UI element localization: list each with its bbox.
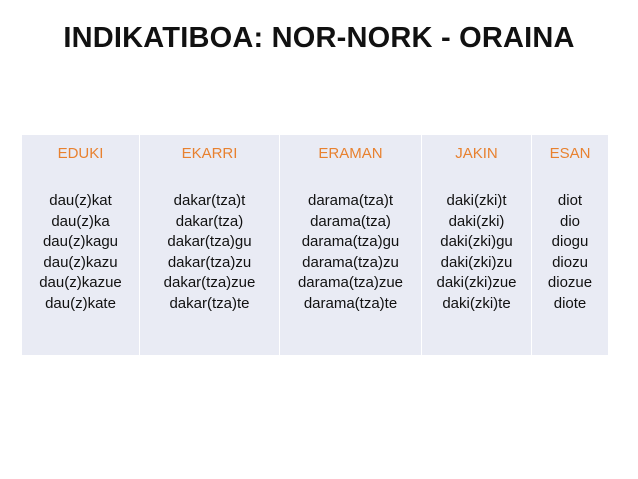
verb-form: dau(z)kazue xyxy=(39,274,122,292)
form-list xyxy=(22,191,139,315)
column-esan xyxy=(532,135,608,355)
verb-form: diogu xyxy=(551,233,589,251)
slide-title: INDIKATIBOA: NOR-NORK - ORAINA xyxy=(63,22,575,54)
form-list xyxy=(140,191,279,315)
verb-form: dakar(tza)t xyxy=(173,192,246,209)
verb-form: dau(z)ka xyxy=(51,212,110,230)
column-eduki xyxy=(22,135,140,355)
column-header: EDUKI xyxy=(57,145,104,162)
verb-form: diot xyxy=(557,192,583,209)
column-header: EKARRI xyxy=(181,145,238,162)
verb-form: dau(z)kat xyxy=(49,192,112,209)
column-header: ESAN xyxy=(549,145,591,162)
verb-form: darama(tza) xyxy=(310,212,391,230)
form-list xyxy=(532,191,608,315)
column-header: ERAMAN xyxy=(318,145,383,162)
verb-form: darama(tza)gu xyxy=(301,233,400,251)
verb-form: dau(z)kagu xyxy=(42,233,119,251)
verb-form: dakar(tza) xyxy=(175,212,244,230)
verb-form: dio xyxy=(559,212,581,230)
column-header: JAKIN xyxy=(455,145,498,162)
verb-form: darama(tza)te xyxy=(303,294,398,312)
verb-form: darama(tza)zue xyxy=(297,274,404,292)
verb-form: daki(zki) xyxy=(448,212,505,230)
form-list xyxy=(422,191,531,315)
verb-form: diozue xyxy=(547,274,593,292)
verb-form: daki(zki)zue xyxy=(436,274,517,292)
column-eraman xyxy=(280,135,422,355)
verb-form: daki(zki)zu xyxy=(440,253,513,271)
verb-form: dau(z)kazu xyxy=(43,253,118,271)
verb-form: daki(zki)te xyxy=(442,294,511,312)
verb-form: darama(tza)t xyxy=(307,192,394,209)
verb-form: dakar(tza)te xyxy=(169,294,250,312)
verb-form: diozu xyxy=(552,253,588,271)
verb-form: daki(zki)t xyxy=(446,192,507,209)
verb-form: daki(zki)gu xyxy=(440,233,513,251)
column-jakin xyxy=(422,135,532,355)
verb-form: darama(tza)zu xyxy=(302,253,399,271)
verb-form: dakar(tza)gu xyxy=(167,233,252,251)
column-ekarri xyxy=(140,135,280,355)
verb-form: dau(z)kate xyxy=(45,294,116,312)
verb-form: dakar(tza)zu xyxy=(167,253,252,271)
verb-form: diote xyxy=(553,294,587,312)
verb-form: dakar(tza)zue xyxy=(163,274,256,292)
conjugation-table xyxy=(22,135,608,355)
form-list xyxy=(280,191,421,315)
